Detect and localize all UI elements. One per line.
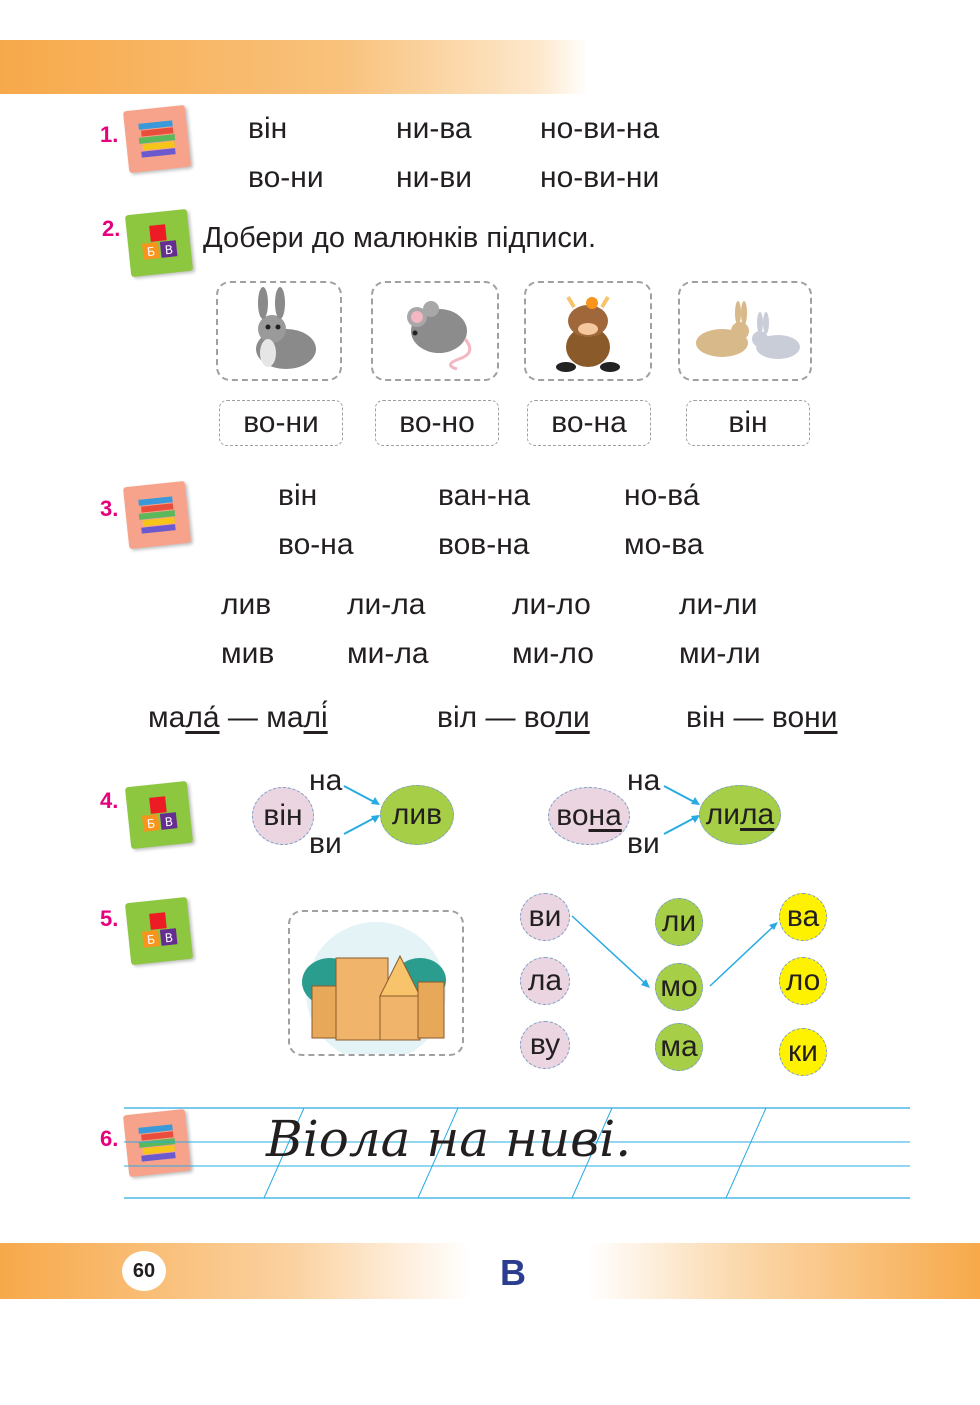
label-box[interactable]: во-ни [219,400,343,446]
word: ни-ви [396,161,473,194]
syllable-circle[interactable]: ви [520,893,570,941]
word: мив [221,637,275,670]
syllable-circle[interactable]: ма [655,1023,703,1071]
word: но-ви-ни [540,161,660,194]
word: ми-ли [679,637,761,670]
svg-text:Б: Б [146,932,156,948]
beehives-icon [290,912,462,1054]
word: ни-ва [396,112,472,145]
hare-icon [218,283,340,379]
word: но-ва́ [624,479,700,512]
picture-apiary [288,910,464,1056]
svg-text:В: В [164,930,174,946]
calf-icon [526,283,650,379]
page-number: 60 [122,1251,166,1291]
word: но-ви-на [540,112,660,145]
picture-mouse [371,281,499,381]
word: ми-ло [512,637,594,670]
top-band [0,40,980,94]
exercise-1-number: 1. [100,122,119,147]
word: ли-ла [347,588,426,621]
word: він [278,479,318,512]
syllable: ви [627,827,660,860]
svg-text:В: В [164,242,174,258]
alphabet-blocks-icon [125,209,193,277]
svg-text:Б: Б [146,244,156,260]
label-box[interactable]: во-на [527,400,651,446]
picture-hare [216,281,342,381]
word: мо-ва [624,528,704,561]
word: він [248,112,288,145]
word: вов-на [438,528,530,561]
word: ли-ло [512,588,591,621]
mouse-icon [373,283,497,379]
picture-calf [524,281,652,381]
syllable-oval: лила [699,785,781,845]
arrows-icon [340,780,388,840]
word-pair: мала́ — малі́ [148,701,328,734]
syllable-circle[interactable]: ла [520,957,570,1005]
syllable-circle[interactable]: мо [655,963,703,1011]
word: лив [221,588,272,621]
arrows-icon [660,780,708,840]
syllable-circle[interactable]: ло [779,957,827,1005]
syllable-oval: лив [380,785,454,845]
exercise-3-number: 3. [100,496,119,521]
rabbits-icon [680,283,810,379]
section-letter: В [500,1252,526,1293]
word-pair: віл — воли [437,701,590,734]
alphabet-blocks-icon [125,897,193,965]
svg-text:В: В [164,814,174,830]
svg-text:Б: Б [146,816,156,832]
syllable: на [309,764,343,797]
cursive-sentence: Віола на ниві. [266,1110,632,1168]
label-box[interactable]: во-но [375,400,499,446]
syllable-oval: вона [548,787,630,845]
syllable-circle[interactable]: ли [655,898,703,946]
word: ван-на [438,479,531,512]
exercise-2-number: 2. [102,216,121,241]
exercise-5-number: 5. [100,906,119,931]
word-pair: він — вони [686,701,838,734]
syllable-circle[interactable]: ки [779,1028,827,1076]
syllable-oval: він [252,787,314,845]
syllable: ви [309,827,342,860]
exercise-4-number: 4. [100,788,119,813]
exercise-2-instruction: Добери до малюнків підписи. [203,222,597,254]
syllable-circle[interactable]: ву [520,1021,570,1069]
alphabet-blocks-icon [125,781,193,849]
exercise-6-number: 6. [100,1126,119,1151]
label-box[interactable]: він [686,400,810,446]
syllable: на [627,764,661,797]
word: во-ни [248,161,324,194]
word: во-на [278,528,354,561]
picture-two-rabbits [678,281,812,381]
word: ми-ла [347,637,429,670]
word: ли-ли [679,588,758,621]
syllable-circle[interactable]: ва [779,893,827,941]
books-icon [123,105,191,173]
books-icon [123,481,191,549]
